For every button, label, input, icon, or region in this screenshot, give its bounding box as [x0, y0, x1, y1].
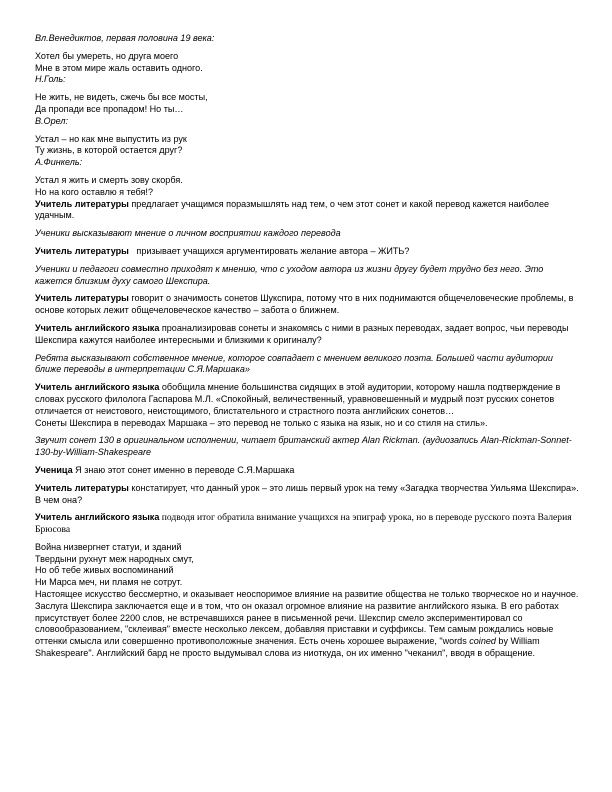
- paragraph-text: предлагает учащимся поразмышлять над тем, о чем этот сонет и какой перевод кажется наиболее удачным.: [35, 198, 550, 221]
- paragraph-text: by William Shakespeare". Английский бард не просто выдумывал слова из ниоткуда, он их именно "чеканил", вводя в обращение.: [35, 636, 540, 659]
- translator-name: А.Финкель:: [35, 157, 83, 168]
- document-page: [35, 33, 580, 660]
- speaker-label: Учитель литературы: [35, 198, 129, 209]
- paragraph-text: Я знаю этот сонет именно в переводе С.Я.Маршака: [72, 464, 295, 475]
- stage-note: Ученики и педагоги совместно приходят к мнению, что с уходом автора из жизни другу будет трудно без него. Это кажется близким духу самого Шекспира.: [35, 263, 544, 286]
- speaker-label: Учитель литературы: [35, 482, 129, 493]
- paragraph: [35, 465, 580, 477]
- verse-line: Устал – но как мне выпустить из рук: [35, 133, 187, 144]
- paragraph: Сонеты Шекспира в переводах Маршака – это перевод не только с языка на язык, но и со стиля на стиль».: [35, 417, 488, 428]
- verse-line: Устал я жить и смерть зову скорбя.: [35, 174, 183, 185]
- verse-line: Мне в этом мире жаль оставить одного.: [35, 62, 203, 73]
- paragraph: [35, 483, 580, 507]
- speaker-label: Учитель литературы: [35, 245, 129, 256]
- verse-line: Не жить, не видеть, сжечь бы все мосты,: [35, 92, 208, 103]
- speaker-label: Ученица: [35, 464, 73, 475]
- paragraph: [35, 246, 580, 258]
- speaker-label: Учитель английского языка: [35, 322, 160, 333]
- paragraph-text: говорит о значимость сонетов Шукспира, потому что в них поднимаются общечеловеческие проблемы, в основе которых лежит общечеловеческое качество – забота о ближнем.: [35, 293, 574, 316]
- poem-line: Твердыни рухнут меж народных смут,: [35, 553, 194, 564]
- speaker-label: Учитель литературы: [35, 293, 129, 304]
- poem-line: Но об тебе живых воспоминаний: [35, 565, 174, 576]
- poem-line: Ни Марса меч, ни пламя не сотрут.: [35, 577, 183, 588]
- heading-venediktov: Вл.Венедиктов, первая половина 19 века:: [35, 33, 215, 43]
- paragraph-text: подводя итог обратила внимание учащихся на эпиграф урока, но в переводе русского поэта Валерия Брюсова: [35, 512, 572, 536]
- verse-line: Но на кого оставлю я тебя!?: [35, 186, 153, 197]
- poem-line: Война низвергнет статуи, и зданий: [35, 541, 182, 552]
- verse-line: Да пропади все пропадом! Но ты…: [35, 103, 184, 114]
- paragraph: [35, 382, 580, 417]
- paragraph-text: констатирует, что данный урок – это лишь первый урок на тему «Загадка творчества Уильяма Шекспира». В чем она?: [35, 482, 579, 505]
- paragraph: [35, 512, 580, 536]
- stage-note: Ученики высказывают мнение о личном восприятии каждого перевода: [35, 228, 341, 239]
- paragraph-text: призывает учащихся аргументировать желание автора – ЖИТЬ?: [128, 245, 410, 256]
- speaker-label: Учитель английского языка: [35, 382, 160, 393]
- paragraph: [35, 601, 580, 660]
- speaker-label: Учитель английского языка: [35, 512, 160, 523]
- stage-note: Звучит сонет 130 в оригинальном исполнении, читает британский актер Alan Rickman. (аудиозапись Alan-Rickman-Sonnet-130-by-William-Shakespeare: [35, 435, 572, 458]
- paragraph-text: Заслуга Шекспира заключается еще и в том, что он оказал огромное влияние на развитие английского языка. В его работах присутствует более 2200 слов, не встречавшихся ранее в письменной речи. Шекспир смело экспериментировал со словообразованием, "склеивая" вместе несколько лексем, добавляя приставки и суффиксы. Тем самым рождались новые оттенки смысла или совершенно противоположные значения. Есть очень хорошее выражение, "words: [35, 600, 559, 647]
- verse-line: Хотел бы умереть, но друга моего: [35, 50, 179, 61]
- paragraph-text: проанализировав сонеты и знакомясь с ними в разных переводах, задает вопрос, чьи переводы Шекспира кажутся наиболее интересными и близкими к оригиналу?: [35, 322, 569, 345]
- paragraph: Настоящее искусство бессмертно, и оказывает неоспоримое влияние на развитие общества не только творческое но и научное.: [35, 589, 579, 600]
- paragraph-text: обобщила мнение большинства сидящих в этой аудитории, которому нашла подтверждение в словах русского филолога Гаспарова М.Л. «Спокойный, величественный, уравновешенный и мудрый поэт русских сонетов отличается от неистового, неистощимого, блистательного и страстного поэта английских сонетов…: [35, 382, 561, 416]
- paragraph: [35, 323, 580, 347]
- paragraph: [35, 293, 580, 317]
- emphasis-word: coined: [469, 636, 496, 647]
- stage-note: Ребята высказывают собственное мнение, которое совпадает с мнением великого поэта. Большей части аудитории ближе переводы в интерпретации С.Я.Маршака»: [35, 352, 553, 375]
- translator-name: В.Орел:: [35, 115, 68, 126]
- verse-line: Ту жизнь, в которой остается друг?: [35, 145, 183, 156]
- paragraph: [35, 199, 580, 223]
- translator-name: Н.Голь:: [35, 74, 66, 85]
